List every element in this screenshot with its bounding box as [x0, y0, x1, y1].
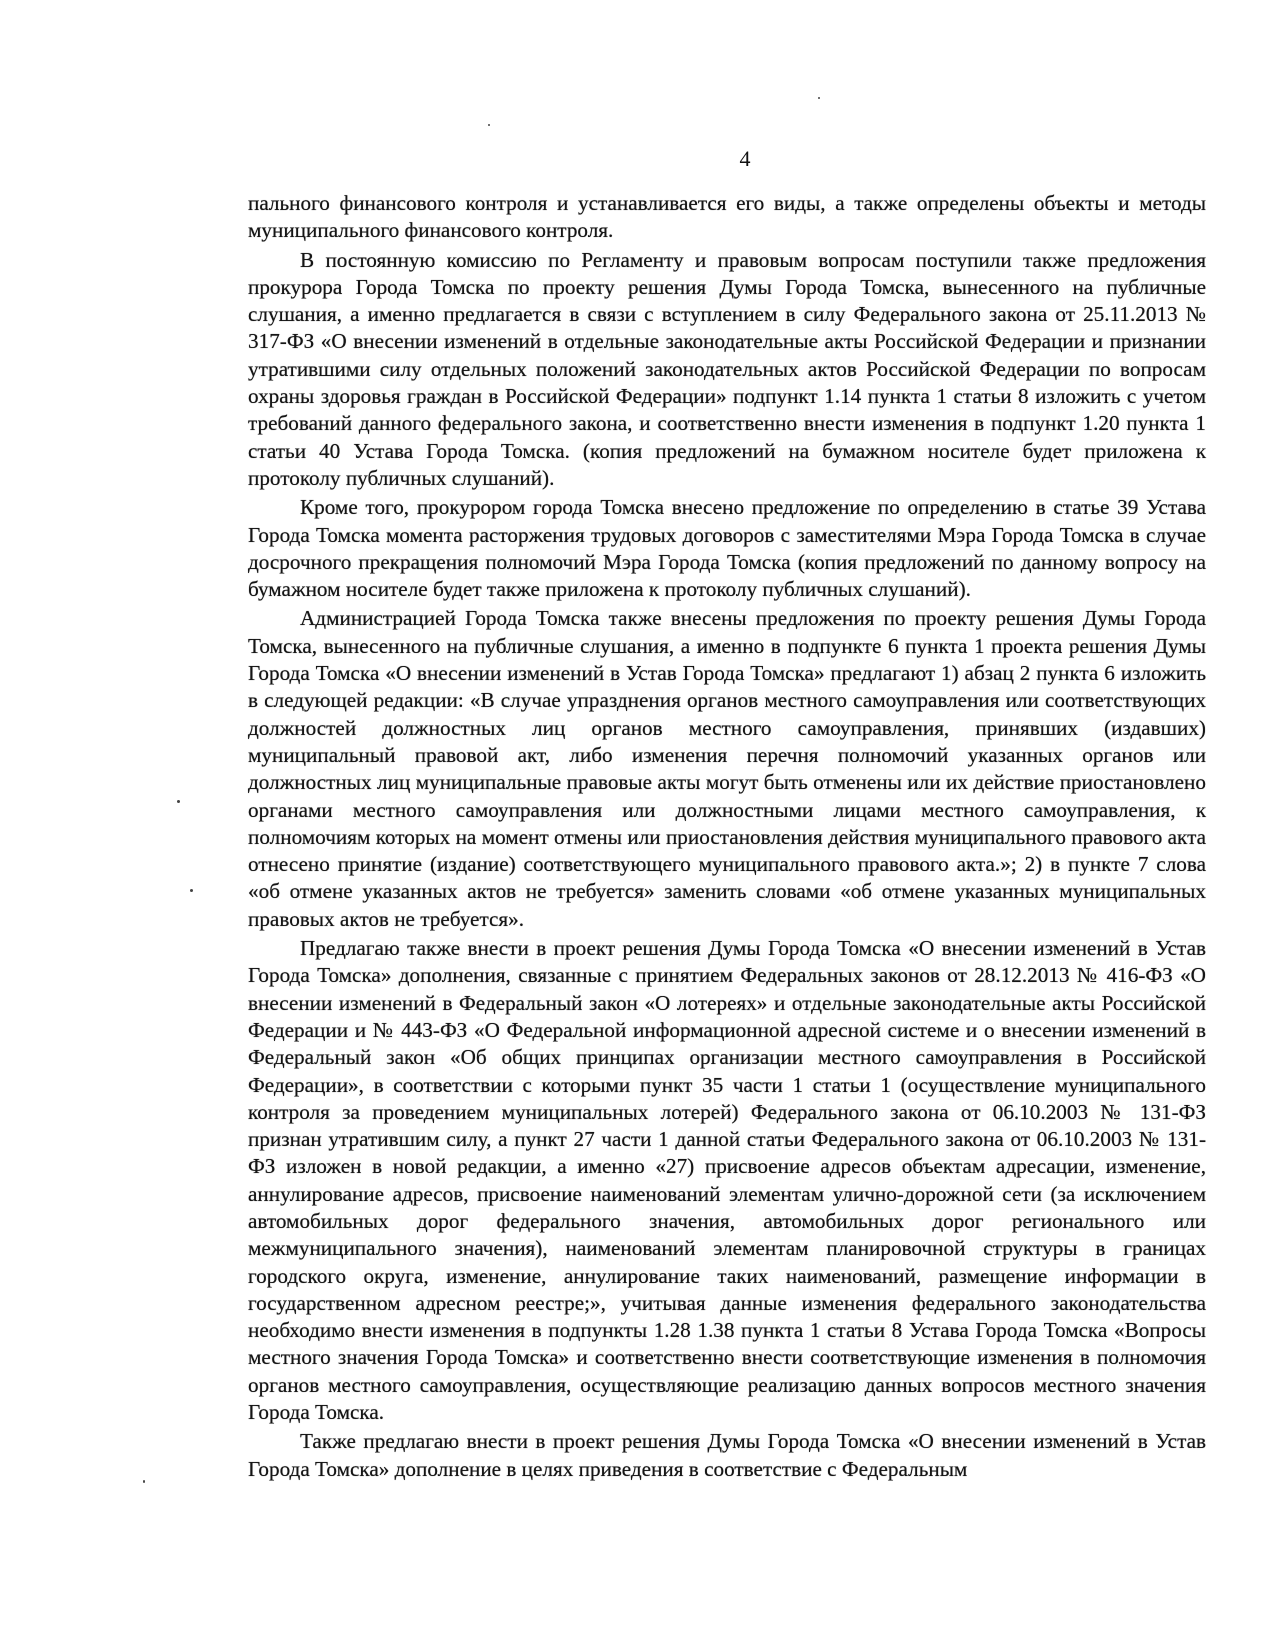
- scan-speck: [190, 889, 193, 892]
- scan-speck: [818, 97, 820, 99]
- paragraph-final: Также предлагаю внести в проект решения Думы Города Томска «О внесении изменений в Устав Города Томска» дополнение в целях приведения в соответствие с Федеральным: [248, 1429, 1206, 1481]
- paragraph-federal-laws: Предлагаю также внести в проект решения Думы Города Томска «О внесении изменений в Устав Города Томска» дополнения, связанные с принятием Федеральных законов от 28.12.2013 № 416-ФЗ «О внесении изменений в Федеральный закон «О лотереях» и отдельные законодательные акты Российской Федерации и № 443-ФЗ «О Федеральной информационной адресной системе и о внесении изменений в Федеральный закон «Об общих принципах организации местного самоуправления в Российской Федерации», в соответствии с которыми пункт 35 части 1 статьи 1 (осуществление муниципального контроля за проведением муниципальных лотерей) Федерального закона от 06.10.2003 № 131-ФЗ признан утратившим силу, а пункт 27 части 1 данной статьи Федерального закона от 06.10.2003 № 131-ФЗ изложен в новой редакции, а именно «27) присвоение адресов объектам адресации, изменение, аннулирование адресов, присвоение наименований элементам улично-дорожной сети (за исключением автомобильных дорог федерального значения, автомобильных дорог регионального или межмуниципального значения), наименований элементам планировочной структуры в границах городского округа, изменение, аннулирование таких наименований, размещение информации в государственном адресном реестре;», учитывая данные изменения федерального законодательства необходимо внести изменения в подпункты 1.28 1.38 пункта 1 статьи 8 Устава Города Томска «Вопросы местного значения Города Томска» и соответственно внести соответствующие изменения в полномочия органов местного самоуправления, осуществляющие реализацию данных вопросов местного значения Города Томска.: [248, 936, 1206, 1425]
- paragraph-prosecutor-proposals: В постоянную комиссию по Регламенту и правовым вопросам поступили также предложения прокурора Города Томска по проекту решения Думы Города Томска, вынесенного на публичные слушания, а именно предлагается в связи с вступлением в силу Федерального закона от 25.11.2013 № 317-ФЗ «О внесении изменений в отдельные законодательные акты Российской Федерации и признании утратившими силу отдельных положений законодательных актов Российской Федерации по вопросам охраны здоровья граждан в Российской Федерации» подпункт 1.14 пункта 1 статьи 8 изложить с учетом требований данного федерального закона, и соответственно внести изменения в подпункт 1.20 пункта 1 статьи 40 Устава Города Томска. (копия предложений на бумажном носителе будет приложена к протоколу публичных слушаний).: [248, 247, 1206, 490]
- scan-speck: [177, 800, 180, 803]
- scan-speck: [143, 1480, 145, 1483]
- paragraph-continuation: пального финансового контроля и устанавливается его виды, а также определены объекты и методы муниципального финансового контроля.: [248, 191, 1206, 243]
- paragraph-administration-proposals: Администрацией Города Томска также внесены предложения по проекту решения Думы Города Томска, вынесенного на публичные слушания, а именно в подпункте 6 пункта 1 проекта решения Думы Города Томска «О внесении изменений в Устав Города Томска» предлагают 1) абзац 2 пункта 6 изложить в следующей редакции: «В случае упразднения органов местного самоуправления или соответствующих должностей должностных лиц органов местного самоуправления, принявших (издавших) муниципальный правовой акт, либо изменения перечня полномочий указанных органов или должностных лиц муниципальные правовые акты могут быть отменены или их действие приостановлено органами местного самоуправления или должностными лицами местного самоуправления, к полномочиям которых на момент отмены или приостановления действия муниципального правового акта отнесено принятие (издание) соответствующего муниципального правового акта.»; 2) в пункте 7 слова «об отмене указанных актов не требуется» заменить словами «об отмене указанных муниципальных правовых актов не требуется».: [248, 606, 1206, 931]
- scan-speck: [488, 124, 490, 126]
- document-body: [248, 190, 1206, 1485]
- paragraph-article-39: Кроме того, прокурором города Томска внесено предложение по определению в статье 39 Устава Города Томска момента расторжения трудовых договоров с заместителями Мэра Города Томска в случае досрочного прекращения полномочий Мэра Города Томска (копия предложений по данному вопросу на бумажном носителе будет также приложена к протоколу публичных слушаний).: [248, 495, 1206, 602]
- page-number: 4: [739, 146, 751, 171]
